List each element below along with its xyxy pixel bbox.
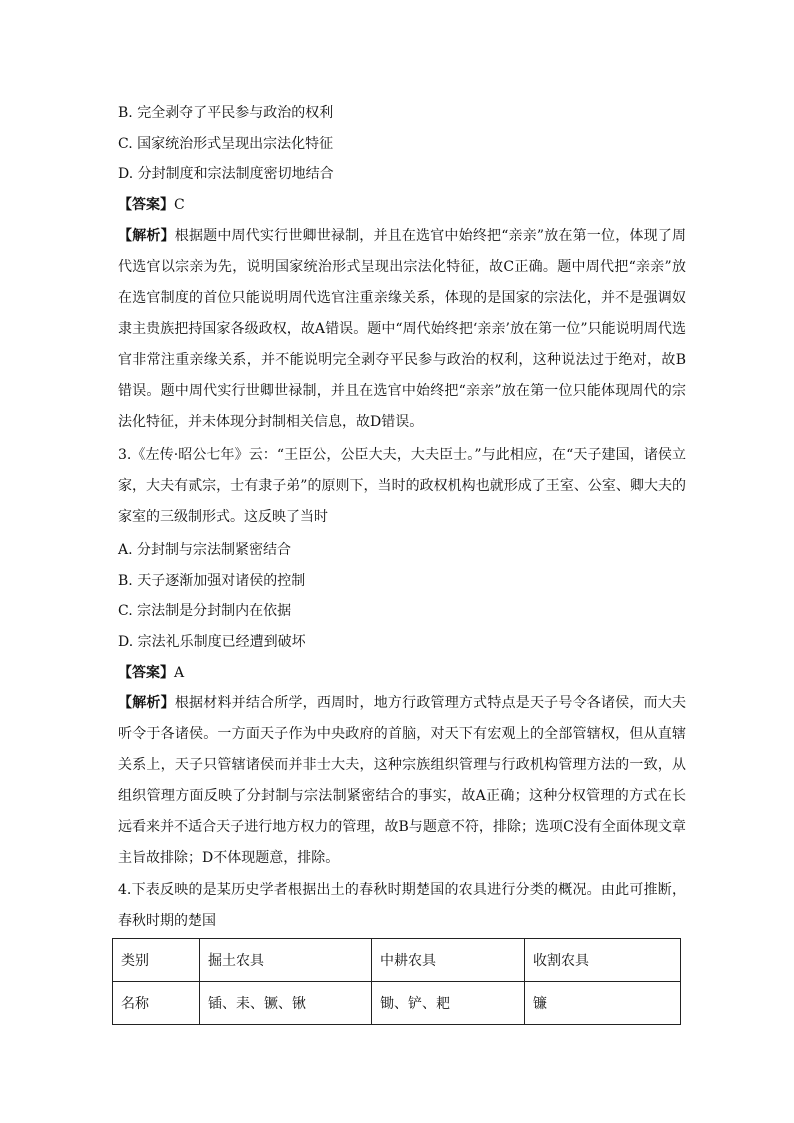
table-cell: 镰 — [525, 982, 681, 1025]
analysis-text: 根据材料并结合所学，西周时，地方行政管理方式特点是天子号令各诸侯，而大夫听令于各诸侯。一方面天子作为中央政府的首脑，对天下有宏观上的全部管辖权，但从直辖关系上，天子只管辖诸侯而并非士大夫，这种宗族组织管理与行政机构管理方法的一致，从组织管理方面反映了分封制与宗法制紧密结合的事实，故A正确；这种分权管理的方式在长远看来并不适合天子进行地方权力的管理，故B与题意不符，排除；选项C没有全面体现文章主旨故排除；D不体现题意，排除。 — [118, 695, 687, 866]
q4-stem: 4.下表反映的是某历史学者根据出土的春秋时期楚国的农具进行分类的概况。由此可推断，春秋时期的楚国 — [118, 882, 686, 929]
q3-stem: 3.《左传·昭公七年》云：“王臣公，公臣大夫，大夫臣士。”与此相应，在“天子建国，诸侯立家，大夫有贰宗，士有隶子弟”的原则下，当时的政权机构也就形成了王室、公室、卿大夫的家室的三级制形式。这反映了当时 — [118, 447, 686, 525]
table-cell: 锸、耒、镢、锹 — [200, 982, 372, 1025]
table-row — [113, 982, 681, 1025]
analysis-label: 【解析】 — [118, 228, 175, 244]
answer-value: C — [174, 197, 185, 213]
analysis-label: 【解析】 — [118, 695, 175, 711]
q2-option-b: B. 完全剥夺了平民参与政治的权利 — [118, 105, 334, 121]
answer-label: 【答案】 — [118, 665, 174, 681]
q3-option-c: C. 宗法制是分封制内在依据 — [118, 603, 292, 619]
table-cell: 锄、铲、耙 — [372, 982, 525, 1025]
q3-option-a: A. 分封制与宗法制紧密结合 — [118, 542, 292, 558]
q3-analysis — [118, 688, 686, 874]
table-header-row — [113, 939, 681, 982]
q3-option-b: B. 天子逐渐加强对诸侯的控制 — [118, 573, 306, 589]
table-cell: 掘土农具 — [200, 939, 372, 982]
answer-label: 【答案】 — [118, 197, 174, 213]
answer-value: A — [174, 665, 185, 681]
q3-option-d: D. 宗法礼乐制度已经遭到破坏 — [118, 634, 306, 650]
q2-option-d: D. 分封制度和宗法制度密切地结合 — [118, 166, 334, 182]
table-cell: 名称 — [113, 982, 200, 1025]
q2-answer — [118, 195, 185, 215]
table-cell: 类别 — [113, 939, 200, 982]
farm-tools-table — [112, 938, 681, 1025]
table-cell: 中耕农具 — [372, 939, 525, 982]
q2-analysis — [118, 221, 686, 438]
analysis-text: 根据题中周代实行世卿世禄制，并且在选官中始终把“亲亲”放在第一位，体现了周代选官以宗亲为先，说明国家统治形式呈现出宗法化特征，故C正确。题中周代把“亲亲”放在选官制度的首位只能说明周代选官注重亲缘关系，体现的是国家的宗法化，并不是强调奴隶主贵族把持国家各级政权，故A错误。题中“周代始终把‘亲亲’放在第一位”只能说明周代选官非常注重亲缘关系，并不能说明完全剥夺平民参与政治的权利，这种说法过于绝对，故B错误。题中周代实行世卿世禄制，并且在选官中始终把“亲亲”放在第一位只能体现周代的宗法化特征，并未体现分封制相关信息，故D错误。 — [118, 228, 687, 430]
q2-option-c: C. 国家统治形式呈现出宗法化特征 — [118, 136, 334, 152]
table-cell: 收割农具 — [525, 939, 681, 982]
q3-answer — [118, 663, 184, 683]
